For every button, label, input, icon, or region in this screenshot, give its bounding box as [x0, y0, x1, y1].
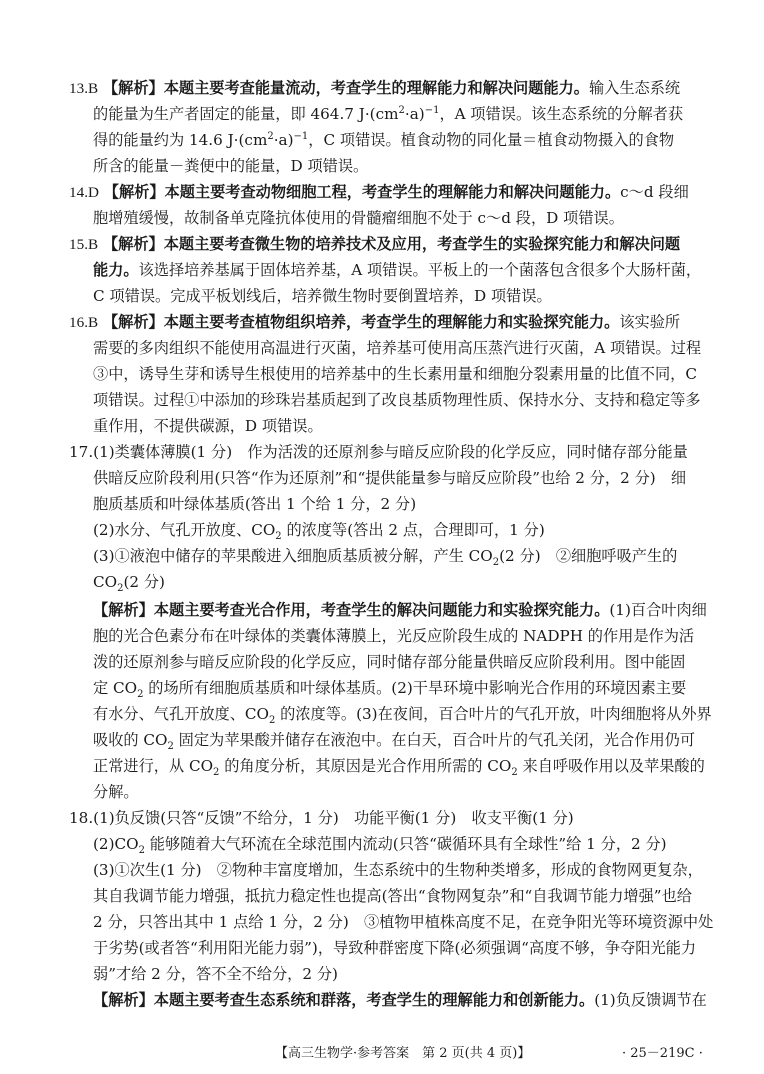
- q14-line-2: 胞增殖缓慢，故制备单克隆抗体使用的骨髓瘤细胞不处于 c～d 段，D 项错误。: [93, 209, 624, 227]
- q17-line-6: $CO_2(2$ 分): [93, 573, 165, 595]
- q17-line-5: (3)①液泡中储存的苹果酸进入细胞质基质被分解，产生 $CO_2(2$ 分) ②细胞呼吸产生的: [93, 547, 678, 569]
- q18-line-3: (3)①次生(1 分) ②物种丰富度增加，生态系统中的生物种类增多，形成的食物网更复杂，: [93, 861, 703, 879]
- q17-line-1: 17.(1)类囊体薄膜(1 分) 作为活泼的还原剂参与暗反应阶段的化学反应，同时储存部分能量: [69, 443, 688, 461]
- q18-line-7: 弱”才给 2 分，答不全不给分，2 分): [93, 965, 338, 983]
- footer-doc-code: · 25－219C ·: [622, 1046, 703, 1061]
- q18-line-6: 于劣势(或者答“利用阳光能力弱”)，导致种群密度下降(必须强调“高度不够，争夺阳光能力: [93, 939, 697, 957]
- q16-line-3: ③中，诱导生芽和诱导生根使用的培养基中的生长素用量和细胞分裂素用量的比值不同，C: [93, 365, 697, 383]
- q16-line-5: 重作用，不提供碳源，D 项错误。: [93, 417, 323, 435]
- q13-line-3: 得的能量约为 14.6 $J\cdot(cm^2\cdot a)^{-1}$，C 项错误。植食动物的同化量＝植食动物摄入的食物: [93, 130, 675, 149]
- q17-line-3: 胞质基质和叶绿体基质(答出 1 个给 1 分，2 分): [93, 495, 417, 513]
- q14-line-1: 14.D 【解析】本题主要考查动物细胞工程，考查学生的理解能力和解决问题能力。c～d 段细: [69, 183, 689, 201]
- q17-explain-4: 定 $CO_2$ 的场所有细胞质基质和叶绿体基质。(2)干旱环境中影响光合作用的环境因素主要: [93, 679, 687, 701]
- q16-line-4: 项错误。过程①中添加的珍珠岩基质起到了改良基质物理性质、保持水分、支持和稳定等多: [93, 391, 701, 409]
- q18-line-4: 其自我调节能力增强，抵抗力稳定性也提高(答出“食物网复杂”和“自我调节能力增强”也给: [93, 887, 692, 905]
- q17-line-2: 供暗反应阶段利用(只答“作为还原剂”和“提供能量参与暗反应阶段”也给 2 分，2 分) 细: [93, 469, 687, 487]
- q18-line-5: 2 分，只答出其中 1 点给 1 分，2 分) ③植物甲植株高度不足，在竞争阳光等环境资源中处: [93, 913, 714, 931]
- q18-line-2: $(2)CO_2$ 能够随着大气环流在全球范围内流动(只答“碳循环具有全球性”给 1 分，2 分): [93, 835, 667, 857]
- q13-line-2: 的能量为生产者固定的能量，即 464.7 $J\cdot(cm^2\cdot a)^{-1}$，A 项错误。该生态系统的分解者获: [93, 104, 684, 123]
- q17-line-4: (2)水分、气孔开放度、$CO_2$ 的浓度等(答出 2 点，合理即可，1 分): [93, 521, 545, 543]
- q17-explain-5: 有水分、气孔开放度、$CO_2$ 的浓度等。(3)在夜间，百合叶片的气孔开放，叶肉细胞将从外界: [93, 705, 712, 727]
- q17-explain-8: 分解。: [93, 783, 139, 801]
- q18-line-1: 18.(1)负反馈(只答“反馈”不给分，1 分) 功能平衡(1 分) 收支平衡(1 分): [69, 809, 574, 827]
- q17-explain-3: 泼的还原剂参与暗反应阶段的化学反应，同时储存部分能量供暗反应阶段利用。图中能固: [93, 653, 686, 671]
- q18-explain-1: 【解析】本题主要考查生态系统和群落，考查学生的理解能力和创新能力。(1)负反馈调节在: [93, 991, 707, 1009]
- footer-page-label: 【高三生物学·参考答案 第 2 页(共 4 页)】: [275, 1046, 531, 1061]
- q13-line-1: 13.B 【解析】本题主要考查能量流动，考查学生的理解能力和解决问题能力。输入生态系统: [69, 79, 681, 97]
- q17-explain-2: 胞的光合色素分布在叶绿体的类囊体薄膜上，光反应阶段生成的 NADPH 的作用是作为活: [93, 627, 695, 645]
- q17-explain-7: 正常进行，从 $CO_2$ 的角度分析，其原因是光合作用所需的 $CO_2$ 来自呼吸作用以及苹果酸的: [93, 757, 705, 779]
- q16-line-2: 需要的多肉组织不能使用高温进行灭菌，培养基可使用高压蒸汽进行灭菌，A 项错误。过程: [93, 339, 702, 357]
- q15-line-3: C 项错误。完成平板划线后，培养微生物时要倒置培养，D 项错误。: [93, 287, 552, 305]
- q17-explain-1: 【解析】本题主要考查光合作用，考查学生的解决问题能力和实验探究能力。(1)百合叶肉细: [93, 601, 707, 619]
- q13-line-4: 所含的能量－粪便中的能量，D 项错误。: [93, 157, 369, 175]
- q16-line-1: 16.B 【解析】本题主要考查植物组织培养，考查学生的理解能力和实验探究能力。该实验所: [69, 313, 681, 331]
- q15-line-1: 15.B 【解析】本题主要考查微生物的培养技术及应用，考查学生的实验探究能力和解决问题: [69, 235, 681, 253]
- q15-line-2: 能力。该选择培养基属于固体培养基，A 项错误。平板上的一个菌落包含很多个大肠杆菌，: [93, 261, 702, 279]
- q17-explain-6: 吸收的 $CO_2$ 固定为苹果酸并储存在液泡中。在白天，百合叶片的气孔关闭，光合作用仍可: [93, 731, 696, 753]
